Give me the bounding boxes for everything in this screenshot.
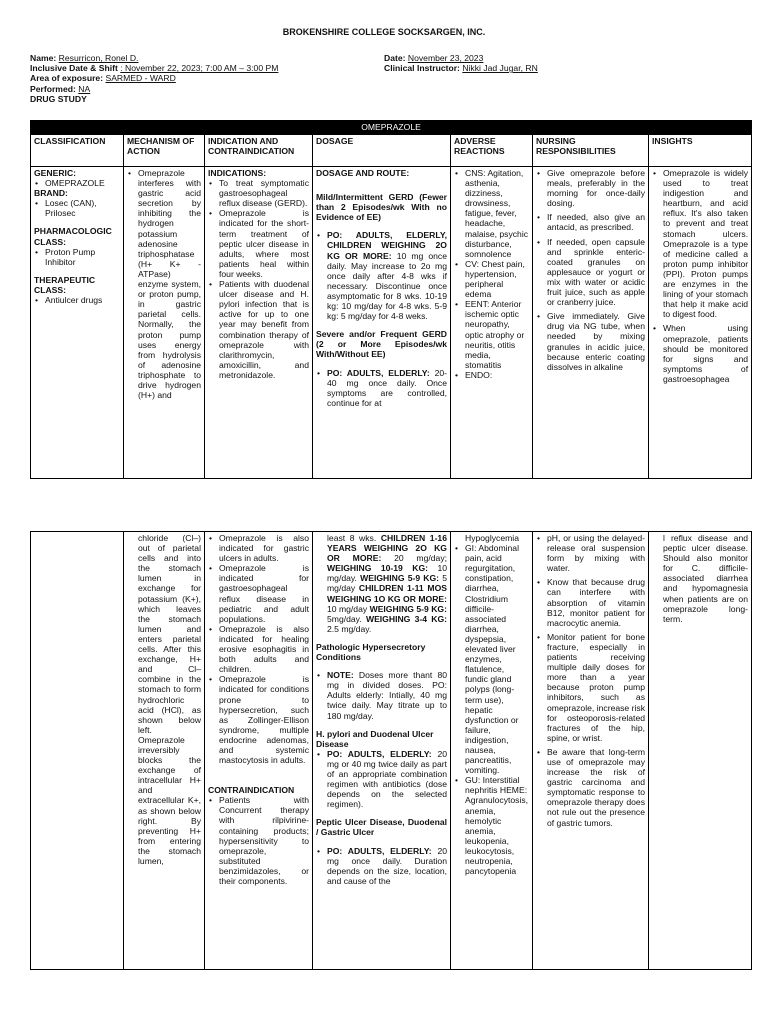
adverse-text-cont: Hypoglycemia: [465, 533, 519, 543]
mechanism-text-cont: chloride (Cl–) out of parietal cells and into the stomach lumen in exchange for potassium (K+), which leaves the stomach lumen and enters parietal cells. After this exchange, H+ and Cl– combine in the stomach to form hydrochloric acid (HCl), as shown below left. Omeprazole irreversibly blocks the exchange of intracellular H+ and extracellular K+, as shown below right. By preventing H+ from entering the stomach lumen,: [138, 533, 201, 866]
nursing-cell-cont: [533, 532, 649, 970]
therapeutic-class-label: THERAPEUTIC CLASS:: [34, 274, 96, 295]
pathologic-dose: • NOTE: Doses more thant 80 mg in divided doses. PO: Adults elderly: Intially, 40 mg twice daily. May titrate up to 180 mg/day.: [327, 670, 447, 720]
generic-label: GENERIC:: [34, 168, 77, 178]
indication-item: • Omeprazole is indicated for the short-term treatment of peptic ulcer disease in adults, where most patients heal within four weeks.: [219, 208, 309, 279]
header-adverse: ADVERSE REACTIONS: [451, 135, 533, 167]
drug-study-table-page1: [30, 120, 752, 479]
insight-text-cont: l reflux disease and peptic ulcer disease. Should also monitor for C. difficile-associated diarrhea and hypomagnesia when patients are on omeprazole long-term.: [663, 533, 748, 624]
nursing-item: • If needed, also give an antacid, as prescribed.: [547, 212, 645, 232]
adverse-item: • EENT: Anterior ischemic optic neuropathy, optic atrophy or neuritis, otitis media, stomatitis: [465, 299, 529, 370]
adverse-item: • CV: Chest pain, hypertension, peripheral edema: [465, 259, 529, 299]
indications-label: INDICATIONS:: [208, 168, 267, 178]
student-info: [30, 53, 278, 104]
hpylori-dose: • PO: ADULTS, ELDERLY: 20 mg or 40 mg twice daily as part of an appropriate combination regimen with antibiotics (dose depends on the selected regimen).: [327, 749, 447, 810]
adverse-item: • GU: Interstitial nephritis HEME: Agranulocytosis, anemia, hemolytic anemia, leukopenia, leukocytosis, neutropenia, pancytopenia: [465, 775, 529, 876]
pharmacologic-class: • Proton Pump Inhibitor: [45, 247, 120, 267]
header-nursing: NURSING RESPONSIBILITIES: [533, 135, 649, 167]
performed-label: Performed:: [30, 83, 76, 94]
performed-value: NA: [78, 83, 91, 94]
insights-cell-cont: [649, 532, 752, 970]
peptic-ulcer-dose: • PO: ADULTS, ELDERLY: 20 mg once daily. Duration depends on the size, location, and cause of the: [327, 846, 447, 886]
brand-names: • Losec (CAN), Prilosec: [45, 198, 120, 218]
insights-cell: [649, 167, 752, 479]
institution-title: BROKENSHIRE COLLEGE SOCKSARGEN, INC.: [282, 27, 486, 37]
area-value: SARMED - WARD: [105, 73, 176, 84]
nursing-cell: [533, 167, 649, 479]
indication-item: • To treat symptomatic gastroesophageal reflux disease (GERD).: [219, 178, 309, 208]
nursing-item: • If needed, open capsule and sprinkle enteric-coated granules on applesauce or yogurt or mix with water or acidic fruit juice, such as apple or cranberry juice.: [547, 237, 645, 308]
date-label: Date:: [384, 53, 406, 63]
indication-cell: [205, 167, 313, 479]
peptic-ulcer-heading: Peptic Ulcer Disease, Duodenal / Gastric Ulcer: [316, 817, 447, 838]
contraindication-label: CONTRAINDICATION: [208, 785, 295, 796]
nursing-item: • Know that because drug can interfere with absorption of vitamin B12, monitor patient for macrocytic anemia.: [547, 577, 645, 627]
brand-label: BRAND:: [34, 188, 68, 199]
header-classification: CLASSIFICATION: [31, 135, 124, 167]
severe-gerd-dose: • PO: ADULTS, ELDERLY: 20-40 mg once daily. Once symptoms are controlled, continue for at: [327, 368, 447, 408]
mild-gerd-heading: Mild/Intermittent GERD (Fewer than 2 Episodes/wk With no Evidence of EE): [316, 192, 447, 223]
indication-item: • Omeprazole is indicated for conditions prone to hypersecretion, such as Zollinger-Ellison syndrome, multiple endocrine adenomas, and systemic mastocytosis in adults.: [219, 674, 309, 765]
pediatric-dosing: least 8 wks. CHILDREN 1-16 YEARS WEIGHING 2O KG OR MORE: 20 mg/day; WEIGHING 10-19 KG: 10 mg/day. WEIGHING 5-9 KG: 5 mg/day CHILDREN 1-11 MOS WEIGHING 1O KG OR MORE: 10 mg/day WEIGHING 5-9 KG: 5mg/day. WEIGHING 3-4 KG: 2.5 mg/day.: [327, 533, 448, 634]
header-insights: INSIGHTS: [649, 135, 752, 167]
nursing-item: • Give immediately. Give drug via NG tube, when needed by mixing granules in acidic juice, because enteric coating dissolves in alkaline: [547, 311, 645, 372]
nursing-item: • Monitor patient for bone fracture, especially in patients receiving multiple daily doses for more than a year because proton pump inhibitors, such as omeprazole, increase risk for osteoporosis-related fractures of the hip, spine, or wrist.: [547, 632, 645, 743]
indication-item: • Omeprazole is also indicated for healing erosive esophagitis in both adults and children.: [219, 624, 309, 674]
name-value: Resurricon, Ronel D.: [58, 53, 139, 63]
inclusive-label: Inclusive Date & Shift: [30, 63, 118, 74]
mechanism-text: • Omeprazole interferes with gastric acid secretion by inhibiting the hydrogen potassium adenosine triphosphatase (H+ K+ - ATPase) enzyme system, or proton pump, in gastric parietal cells. Normally, the proton pump uses energy from hydrolysis of adenosine triphosphate to drive hydrogen (H+) and: [138, 168, 201, 400]
header-indication: INDICATION AND CONTRAINDICATION: [205, 135, 313, 167]
adverse-item: • CNS: Agitation, asthenia, dizziness, drowsiness, fatigue, fever, headache, malaise, psychic disturbance, somnolence: [465, 168, 529, 259]
nursing-item: • Give omeprazole before meals, preferably in the morning for once-daily dosing.: [547, 168, 645, 208]
header-dosage: DOSAGE: [313, 135, 451, 167]
contraindication-item: • Patients with Concurrent therapy with rilpivirine-containing products; hypersensitivity to omeprazole, substituted benzimidazoles, or their components.: [219, 795, 309, 886]
date-info: [384, 53, 538, 73]
indication-item: • Omeprazole is also indicated for gastric ulcers in adults.: [219, 533, 309, 563]
drug-study-table-page2: [30, 531, 752, 970]
area-label: Area of exposure:: [30, 73, 104, 84]
adverse-cell-cont: [451, 532, 533, 970]
insight-item: • When using omeprazole, patients should be monitored for signs and symptoms of gastroesophagea: [663, 323, 748, 384]
mechanism-cell: [124, 167, 205, 479]
dosage-cell: [313, 167, 451, 479]
clinical-instructor-label: Clinical Instructor:: [384, 63, 460, 74]
classification-cell-cont: [31, 532, 124, 970]
adverse-cell: [451, 167, 533, 479]
adverse-item: • GI: Abdominal pain, acid regurgitation, constipation, diarrhea, Clostridium difficile-associated diarrhea, dyspepsia, elevated liver enzymes, flatulence, fundic gland polyps (long-term use), hepatic dysfunction or failure, indigestion, nausea, pancreatitis, vomiting.: [465, 543, 529, 775]
indication-item: • Omeprazole is indicated for gastroesophageal reflux disease in pediatric and adult populations.: [219, 563, 309, 624]
name-label: Name:: [30, 53, 57, 63]
therapeutic-class: • Antiulcer drugs: [45, 295, 120, 305]
dosage-route-label: DOSAGE AND ROUTE:: [316, 168, 410, 178]
adverse-item: • ENDO:: [465, 370, 529, 380]
indication-item: • Patients with duodenal ulcer disease and H. pylori infection that is active for up to one year may benefit from combination therapy of omeprazole with clarithromycin, amoxicillin, and metronidazole.: [219, 279, 309, 380]
drug-banner: OMEPRAZOLE: [31, 121, 752, 135]
nursing-item: • Be aware that long-term use of omeprazole may increase the risk of gastric carcinoma and symptomatic response to omeprazole therapy does not rule out the presence of gastric tumors.: [547, 747, 645, 828]
inclusive-value: : November 22, 2023; 7:00 AM – 3:00 PM: [120, 63, 279, 74]
header-mechanism: MECHANISM OF ACTION: [124, 135, 205, 167]
dosage-cell-cont: [313, 532, 451, 970]
date-value: November 23, 2023: [407, 53, 484, 63]
mechanism-cell-cont: [124, 532, 205, 970]
pathologic-heading: Pathologic Hypersecretory Conditions: [316, 641, 426, 663]
nursing-item: • pH, or using the delayed-release oral suspension form by mixing with water.: [547, 533, 645, 573]
hpylori-heading: H. pylori and Duodenal Ulcer Disease: [316, 728, 434, 749]
insight-item: • Omeprazole is widely used to treat indigestion and heartburn, and acid reflux. It's also taken to prevent and treat stomach ulcers. Omeprazole is a type of medicine called a proton pump inhibitor (PPI). Proton pumps are enzymes in the lining of your stomach that help it make acid to digest food.: [663, 168, 748, 319]
pharmacologic-class-label: PHARMACOLOGIC CLASS:: [34, 226, 112, 247]
severe-gerd-heading: Severe and/or Frequent GERD (2 or More Episodes/wk With/Without EE): [316, 329, 447, 360]
clinical-instructor-value: Nikki Jad Jugar, RN: [462, 63, 538, 74]
mild-gerd-dose: • PO: ADULTS, ELDERLY, CHILDREN WEIGHING 2O KG OR MORE: 10 mg once daily. May increase to 2o mg once daily after 4-8 wks if necessary. Discontinue once asymptomatic for 8 wks. 10-19 kg: 10 mg/day for 4-8 wks. 5-9 kg: 5 mg/day for 4-8 weks.: [327, 230, 447, 321]
generic-name: • OMEPRAZOLE: [45, 178, 120, 188]
indication-cell-cont: [205, 532, 313, 970]
classification-cell: [31, 167, 124, 479]
drug-study-label: DRUG STUDY: [30, 93, 87, 104]
